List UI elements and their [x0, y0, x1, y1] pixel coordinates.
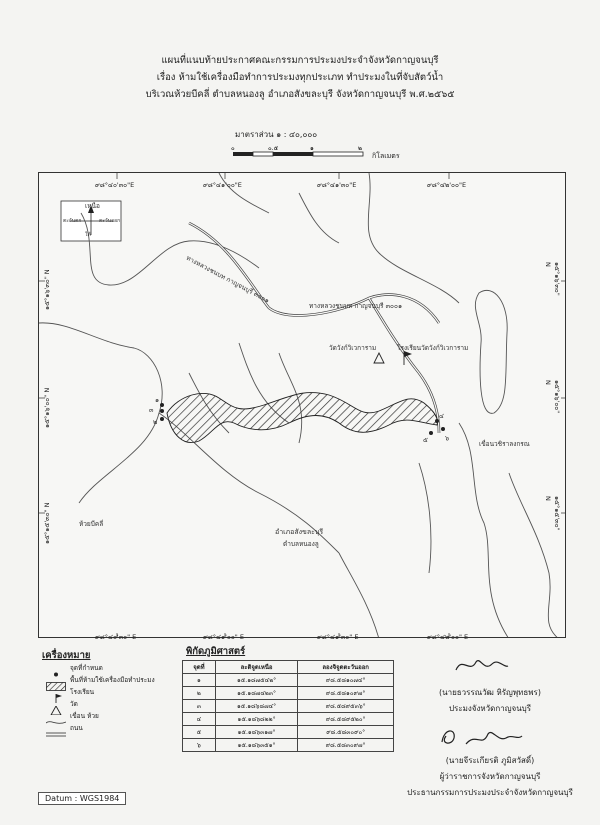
cell-lat: ๑๕.๑๘๖๘๗๔° [215, 700, 298, 713]
cell-point: ๓ [183, 700, 216, 713]
cell-point: ๕ [183, 726, 216, 739]
cell-lon: ๙๘.๕๘๓๐๙๗° [298, 739, 394, 752]
cell-lon: ๙๘.๕๘๓๐๙๐° [298, 726, 394, 739]
bottom-coord-4: ๙๘°๔๒'๐๐" E [427, 633, 469, 641]
right-coord-1: ๑๕°๑๖'๓๐" N [544, 262, 561, 296]
district-label: อำเภอสังขละบุรี [275, 528, 324, 536]
scale-unit: กิโลเมตร [372, 152, 400, 160]
point-label-6: ๖ [445, 434, 450, 442]
point-marker-2 [160, 417, 164, 421]
top-coord-2: ๙๘°๔๑'๐๐"E [203, 181, 242, 189]
temple-symbol-icon [46, 700, 66, 709]
cell-lon: ๙๘.๕๘๑๐๗๔° [298, 674, 394, 687]
point-marker-3 [160, 403, 164, 407]
point-label-1: ๑ [155, 396, 160, 404]
coords-table [182, 660, 394, 752]
right-coord-2: ๑๕°๑๖'๐๐" N [544, 380, 561, 414]
bottom-coord-2: ๙๘°๔๑'๐๐" E [203, 633, 244, 641]
point-label-2: ๒ [153, 418, 158, 426]
left-coord-3: ๑๕°๑๕'๓๐" N [43, 502, 51, 544]
legend-item-school: โรงเรียน [70, 688, 95, 696]
south-label: ใต้ [85, 232, 91, 238]
table-row [183, 687, 394, 700]
top-coord-4: ๙๘°๔๒'๐๐"E [427, 181, 467, 189]
map-frame [38, 172, 566, 638]
scale-text: มาตราส่วน ๑ : ๔๐,๐๐๐ [235, 130, 318, 139]
cell-point: ๒ [183, 687, 216, 700]
east-label: ตะวันออก [99, 218, 121, 224]
legend-item-temple: วัด [70, 700, 78, 708]
table-header-lon: ลองจิจูดตะวันออก [298, 661, 394, 674]
bottom-coord-1: ๙๘°๔๐'๓๐" E [95, 633, 137, 641]
title-line-1: แผนที่แนบท้ายประกาศคณะกรรมการประมงประจำจังหวัดกาญจนบุรี [161, 55, 439, 66]
right-coord-3: ๑๕°๑๕'๓๐" N [544, 496, 561, 531]
legend-item-road: ถนน [70, 724, 83, 732]
point-symbol-icon [46, 664, 66, 673]
signatory-2-name: (นายจีระเกียรติ ภูมิสวัสดิ์) [445, 756, 535, 765]
hatch-symbol-icon [46, 676, 66, 685]
cell-point: ๔ [183, 713, 216, 726]
cell-lon: ๙๘.๕๘๙๕๒๐° [298, 713, 394, 726]
west-label: ตะวันตก [63, 218, 82, 224]
scale-tick-2: ๑ [310, 145, 314, 152]
legend-item-stream: เขื่อน ห้วย [70, 712, 99, 720]
signature-2-icon [436, 722, 526, 754]
table-header-lat: ละติจูดเหนือ [215, 661, 298, 674]
legend-heading: เครื่องหมาย [42, 650, 91, 661]
table-row [183, 674, 394, 687]
coords-heading: พิกัดภูมิศาสตร์ [186, 646, 246, 657]
left-coord-1: ๑๕°๑๖'๓๐" N [43, 269, 51, 310]
title-block [0, 52, 600, 103]
table-row [183, 726, 394, 739]
school-symbol-icon [46, 688, 66, 697]
table-row [183, 700, 394, 713]
cell-lat: ๑๕.๑๘๖๓๕๑° [215, 739, 298, 752]
left-coord-2: ๑๕°๑๖'๐๐" N [43, 387, 51, 428]
cell-point: ๖ [183, 739, 216, 752]
stream-symbol-icon [46, 712, 66, 721]
point-marker-5 [429, 431, 433, 435]
signatory-2-title-a: ผู้ว่าราชการจังหวัดกาญจนบุรี [439, 772, 541, 781]
scale-tick-1: ๐.๕ [268, 145, 279, 152]
cell-lat: ๑๕.๑๘๖๘๒๒° [215, 713, 298, 726]
place-left-label: ห้วยบีคลี่ [79, 520, 104, 528]
road-label-2: ทางหลวงชนบท กาญจนบุรี ๓๐๐๑ [309, 302, 403, 310]
cell-lon: ๙๘.๕๘๙๕๓๖° [298, 700, 394, 713]
table-row [183, 739, 394, 752]
signatory-1-name: (นายธวรรณวัฒ หิรัญพุทธพร) [439, 688, 541, 697]
legend-item-zone: พื้นที่ห้ามใช้เครื่องมือทำประมง [70, 676, 155, 684]
cell-lat: ๑๕.๑๘๖๓๑๗° [215, 726, 298, 739]
signatory-1-title: ประมงจังหวัดกาญจนบุรี [448, 704, 532, 713]
cell-lon: ๙๘.๕๘๑๐๙๗° [298, 687, 394, 700]
north-label: เหนือ [85, 202, 100, 210]
table-header-point: จุดที่ [183, 661, 216, 674]
scale-tick-0: ๐ [231, 145, 235, 152]
point-marker-1 [160, 409, 164, 413]
no-fishing-zone [167, 392, 437, 442]
point-label-3: ๓ [149, 406, 154, 414]
title-line-2: เรื่อง ห้ามใช้เครื่องมือทำการประมงทุกประเภท ทำประมงในที่จับสัตว์น้ำ [156, 72, 444, 83]
road-label-1: ทางหลวงชนบท กาญจนบุรี ๓๐๐๑ [184, 253, 271, 305]
point-label-4: ๔ [439, 412, 444, 420]
title-line-3: บริเวณห้วยบีคลี่ ตำบลหนองลู อำเภอสังขละบุรี จังหวัดกาญจนบุรี พ.ศ.๒๕๖๕ [145, 89, 455, 100]
scale-bar [228, 142, 368, 156]
road-symbol-icon [46, 724, 66, 733]
table-row [183, 713, 394, 726]
school-label: โรงเรียนวัดวังก์วิเวการาม [397, 344, 469, 352]
temple-label: วัดวังก์วิเวการาม [329, 344, 377, 352]
legend-item-point: จุดที่กำหนด [70, 664, 103, 672]
point-marker-6 [441, 427, 445, 431]
subdistrict-label: ตำบลหนองลู [283, 540, 319, 548]
bottom-coord-3: ๙๘°๔๑'๓๐" E [317, 633, 359, 641]
temple-icon [374, 353, 384, 363]
village-right-label: เขื่อนวชิราลงกรณ [479, 440, 530, 448]
top-coord-1: ๙๘°๔๐'๓๐"E [95, 181, 135, 189]
scale-tick-3: ๒ [358, 145, 362, 152]
top-coord-3: ๙๘°๔๑'๓๐"E [317, 181, 357, 189]
signatory-2-title-b: ประธานกรรมการประมงประจำจังหวัดกาญจนบุรี [407, 788, 573, 797]
point-label-5: ๕ [423, 436, 428, 444]
datum-label: Datum : WGS1984 [38, 792, 126, 805]
cell-point: ๑ [183, 674, 216, 687]
cell-lat: ๑๕.๑๘๗๔๒๓° [215, 687, 298, 700]
cell-lat: ๑๕.๑๘๗๕๔๒° [215, 674, 298, 687]
signature-1-icon [452, 652, 512, 682]
map-drawing [39, 173, 566, 638]
